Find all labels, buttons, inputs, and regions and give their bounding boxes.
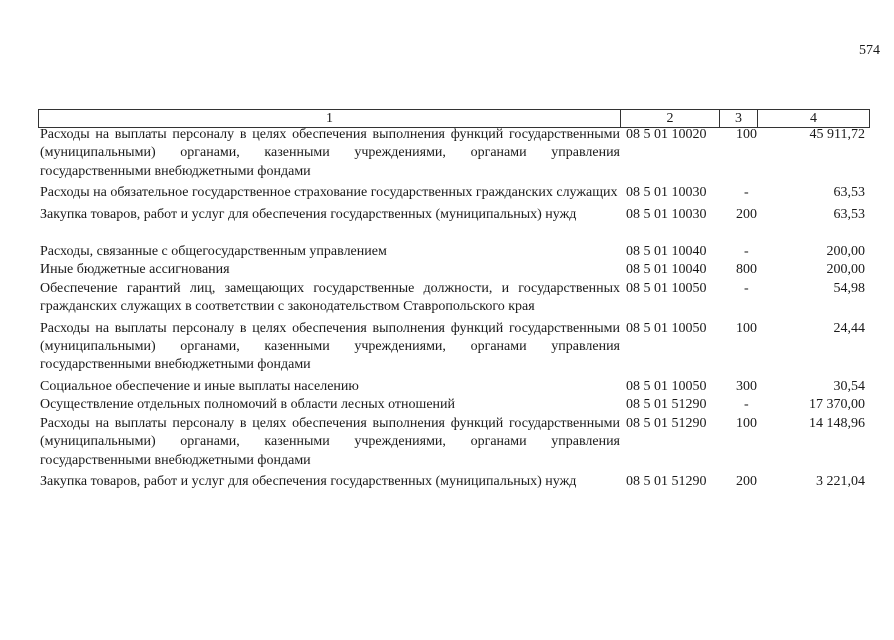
row-name: Расходы на выплаты персоналу в целях обеспечения выполнения функций государственными (муниципальными) органами, казенными учреждениями, органами управления государственными внебюджетными фондами <box>40 320 620 373</box>
column-header-1: 1 <box>39 110 621 128</box>
table-row <box>38 473 869 491</box>
table-row <box>38 320 869 375</box>
row-name: Расходы на выплаты персоналу в целях обеспечения выполнения функций государственными (муниципальными) органами, казенными учреждениями, органами управления государственными внебюджетными фондами <box>40 127 620 179</box>
row-sum: 17 370,00 <box>809 397 865 413</box>
row-name: Закупка товаров, работ и услуг для обеспечения государственных (муниципальных) нужд <box>40 473 577 489</box>
column-header-4: 4 <box>758 110 870 128</box>
column-header-row <box>39 110 870 128</box>
row-name: Осуществление отдельных полномочий в области лесных отношений <box>40 397 456 413</box>
table-row <box>38 280 869 317</box>
table-row <box>38 206 869 224</box>
row-sum: 200,00 <box>826 244 865 260</box>
row-vr: 200 <box>736 473 757 489</box>
row-name: Расходы на обязательное государственное страхование государственных гражданских служащих <box>40 185 618 201</box>
row-code: 08 5 01 10020 <box>626 127 707 142</box>
column-header-3: 3 <box>720 110 758 128</box>
row-vr: 300 <box>736 378 757 394</box>
row-vr: - <box>744 185 749 201</box>
row-name: Обеспечение гарантий лиц, замещающих государственные должности, и государственных гражданских служащих в соответствии с законодательством Ставропольского края <box>40 280 620 315</box>
row-sum: 24,44 <box>833 320 865 336</box>
row-vr: 800 <box>736 262 757 278</box>
row-sum: 63,53 <box>833 185 865 201</box>
row-name: Закупка товаров, работ и услуг для обеспечения государственных (муниципальных) нужд <box>40 206 577 222</box>
row-code: 08 5 01 10040 <box>626 262 707 278</box>
row-code: 08 5 01 51290 <box>626 397 707 413</box>
row-code: 08 5 01 10050 <box>626 378 707 394</box>
row-sum: 63,53 <box>833 206 865 222</box>
row-vr: - <box>744 244 749 260</box>
row-name: Расходы на выплаты персоналу в целях обеспечения выполнения функций государственными (муниципальными) органами, казенными учреждениями, органами управления государственными внебюджетными фондами <box>40 415 620 468</box>
row-name: Социальное обеспечение и иные выплаты населению <box>40 378 359 394</box>
row-sum: 30,54 <box>833 378 865 394</box>
page-number: 574 <box>859 43 880 58</box>
row-vr: 200 <box>736 206 757 222</box>
row-sum: 200,00 <box>826 262 865 278</box>
row-sum: 54,98 <box>833 280 865 296</box>
table-row <box>38 184 869 202</box>
row-vr: 100 <box>736 415 757 431</box>
row-vr: - <box>744 280 749 296</box>
row-name: Расходы, связанные с общегосударственным управлением <box>40 244 387 260</box>
row-code: 08 5 01 10050 <box>626 320 707 336</box>
row-vr: - <box>744 397 749 413</box>
table-row <box>38 243 869 261</box>
row-code: 08 5 01 10050 <box>626 280 707 296</box>
row-code: 08 5 01 10030 <box>626 185 707 201</box>
row-code: 08 5 01 10030 <box>626 206 707 222</box>
table-row <box>38 126 869 181</box>
row-code: 08 5 01 51290 <box>626 473 707 489</box>
table-row <box>38 396 869 414</box>
row-vr: 100 <box>736 127 757 142</box>
row-sum: 3 221,04 <box>816 473 865 489</box>
row-name: Иные бюджетные ассигнования <box>40 262 230 278</box>
table-row <box>38 261 869 279</box>
table-row <box>38 415 869 470</box>
row-vr: 100 <box>736 320 757 336</box>
row-sum: 45 911,72 <box>809 127 865 142</box>
row-sum: 14 148,96 <box>809 415 865 431</box>
table-row <box>38 378 869 396</box>
row-code: 08 5 01 10040 <box>626 244 707 260</box>
column-header-2: 2 <box>621 110 720 128</box>
budget-rows <box>38 126 869 491</box>
row-code: 08 5 01 51290 <box>626 415 707 431</box>
